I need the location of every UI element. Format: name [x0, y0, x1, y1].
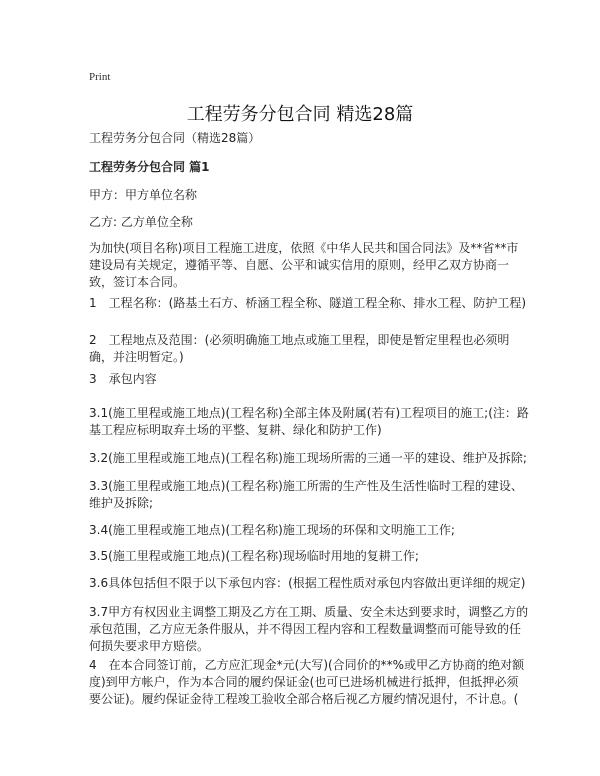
- document-subtitle: 工程劳务分包合同（精选28篇）: [89, 131, 261, 145]
- paragraph-3-7: 3.7甲方有权因业主调整工期及乙方在工期、质量、安全未达到要求时，调整乙方的承包范围，乙方应无条件服从，并不得因工程内容和工程数量调整而可能导致的任何损失要求甲方赔偿。: [89, 605, 529, 653]
- paragraph-3: 3 承包内容: [89, 372, 157, 386]
- section-heading: 工程劳务分包合同 篇1: [89, 160, 210, 174]
- paragraph-3-2: 3.2(施工里程或施工地点)(工程名称)施工现场所需的三通一平的建设、维护及拆除;: [89, 451, 527, 465]
- paragraph-party-b: 乙方: 乙方单位全称: [89, 215, 193, 229]
- paragraph-3-6: 3.6具体包括但不限于以下承包内容：(根据工程性质对承包内容做出更详细的规定): [89, 576, 526, 590]
- paragraph-3-3: 3.3(施工里程或施工地点)(工程名称)施工所需的生产性及生活性临时工程的建设、维护及拆除;: [89, 479, 523, 510]
- document-title: 工程劳务分包合同 精选28篇: [186, 104, 414, 125]
- print-link[interactable]: Print: [89, 71, 111, 83]
- paragraph-3-5: 3.5(施工里程或施工地点)(工程名称)现场临时用地的复耕工作;: [89, 549, 419, 563]
- paragraph-intro: 为加快(项目名称)项目工程施工进度，依照《中华人民共和国合同法》及**省**市建设局有关规定，遵循平等、自愿、公平和诚实信用的原则，经甲乙双方协商一致，签订本合同。: [89, 241, 519, 289]
- paragraph-party-a: 甲方：甲方单位名称: [89, 188, 198, 202]
- paragraph-4: 4 在本合同签订前，乙方应汇现金*元(大写)(合同价的**%或甲乙方协商的绝对额度)到甲方帐户，作为本合同的履约保证金(也可已进场机械进行抵押，但抵押必须要公证)。履约保证金待工程竣工验收全部合格后视乙方履约情况退付，不计息。(: [89, 658, 525, 706]
- paragraph-3-1: 3.1(施工里程或施工地点)(工程名称)全部主体及附属(若有)工程项目的施工;(注：路基工程应标明取弃土场的平整、复耕、绿化和防护工作): [89, 406, 529, 437]
- paragraph-2: 2 工程地点及范围：(必须明确施工地点或施工里程，即使是暂定里程也必须明确，并注明暂定。): [89, 333, 510, 364]
- paragraph-1: 1 工程名称：(路基土石方、桥涵工程全称、隧道工程全称、排水工程、防护工程): [89, 296, 527, 310]
- paragraph-3-4: 3.4(施工里程或施工地点)(工程名称)施工现场的环保和文明施工工作;: [89, 523, 455, 537]
